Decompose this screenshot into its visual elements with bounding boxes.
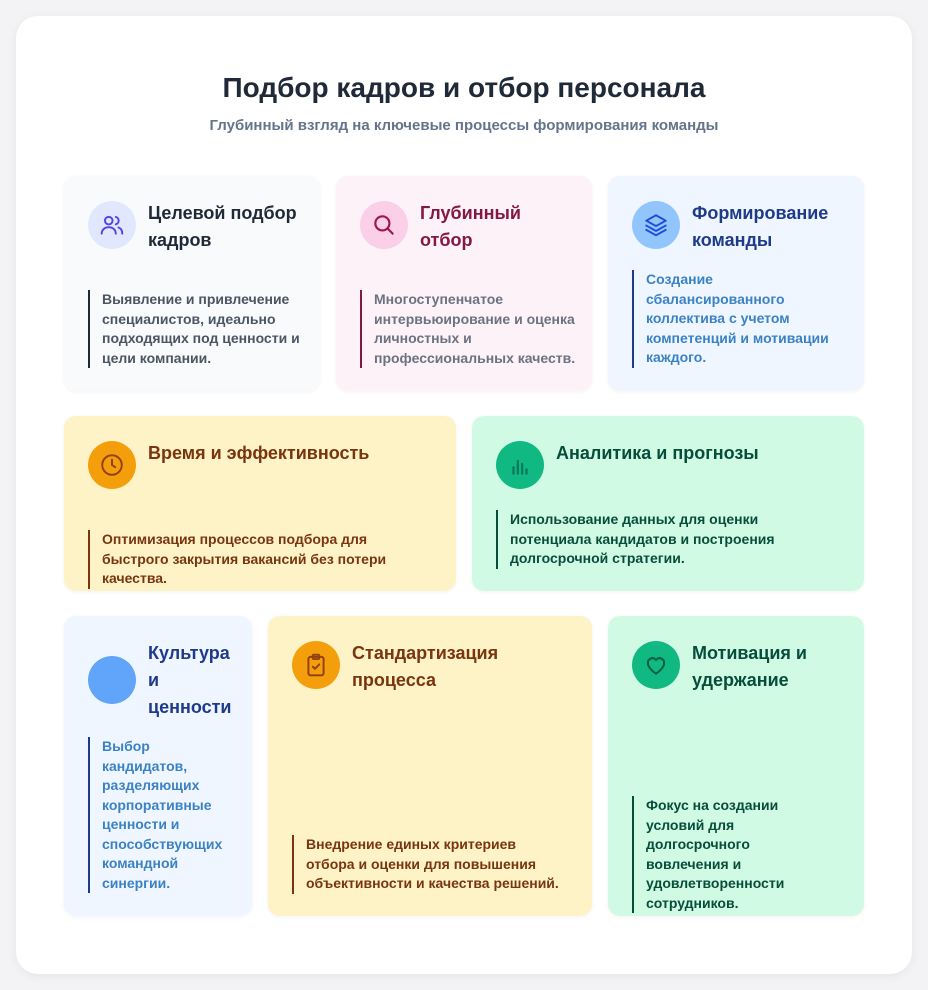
card-description: Многоступенчатое интервьюирование и оценка личностных и профессиональных качеств. (360, 290, 576, 368)
card-deep-selection (336, 176, 592, 391)
bar-chart-icon (496, 441, 544, 489)
card-title: Формирование команды (692, 203, 829, 250)
clipboard-check-icon (292, 641, 340, 689)
card-standardization (268, 616, 592, 916)
card-title: Время и эффективность (148, 443, 370, 463)
card-description: Оптимизация процессов подбора для быстрого закрытия вакансий без потери качества. (88, 530, 432, 589)
card-analytics (472, 416, 864, 591)
card-time-efficiency (64, 416, 456, 591)
card-description: Фокус на создании условий для долгосрочного вовлечения и удовлетворенности сотрудников. (632, 796, 832, 913)
card-description: Выбор кандидатов, разделяющих корпоративные ценности и способствующих командной синергии. (88, 737, 228, 893)
card-title: Целевой подбор кадров (148, 203, 297, 250)
card-title: Глубинный отбор (420, 203, 521, 250)
culture-icon (88, 656, 136, 704)
card-description: Создание сбалансированного коллектива с учетом компетенций и мотивации каждого. (632, 270, 838, 368)
layers-icon (632, 201, 680, 249)
card-description: Внедрение единых критериев отбора и оценки для повышения объективности и качества решений. (292, 835, 568, 894)
page-subtitle: Глубинный взгляд на ключевые процессы формирования команды (209, 117, 719, 134)
card-description: Выявление и привлечение специалистов, идеально подходящих под ценности и цели компании. (88, 290, 304, 368)
card-targeted-recruitment (64, 176, 320, 391)
card-description: Использование данных для оценки потенциала кандидатов и построения долгосрочной стратегии. (496, 510, 840, 569)
card-title: Культура и ценности (148, 643, 232, 717)
heart-icon (632, 641, 680, 689)
search-icon (360, 201, 408, 249)
clock-icon (88, 441, 136, 489)
users-icon (88, 201, 136, 249)
card-title: Мотивация и удержание (692, 643, 807, 690)
page-title: Подбор кадров и отбор персонала (222, 72, 706, 103)
card-culture-values (64, 616, 252, 916)
card-title: Стандартизация процесса (352, 643, 499, 690)
card-team-building (608, 176, 864, 391)
card-title: Аналитика и прогнозы (556, 443, 759, 463)
card-motivation-retention (608, 616, 864, 916)
